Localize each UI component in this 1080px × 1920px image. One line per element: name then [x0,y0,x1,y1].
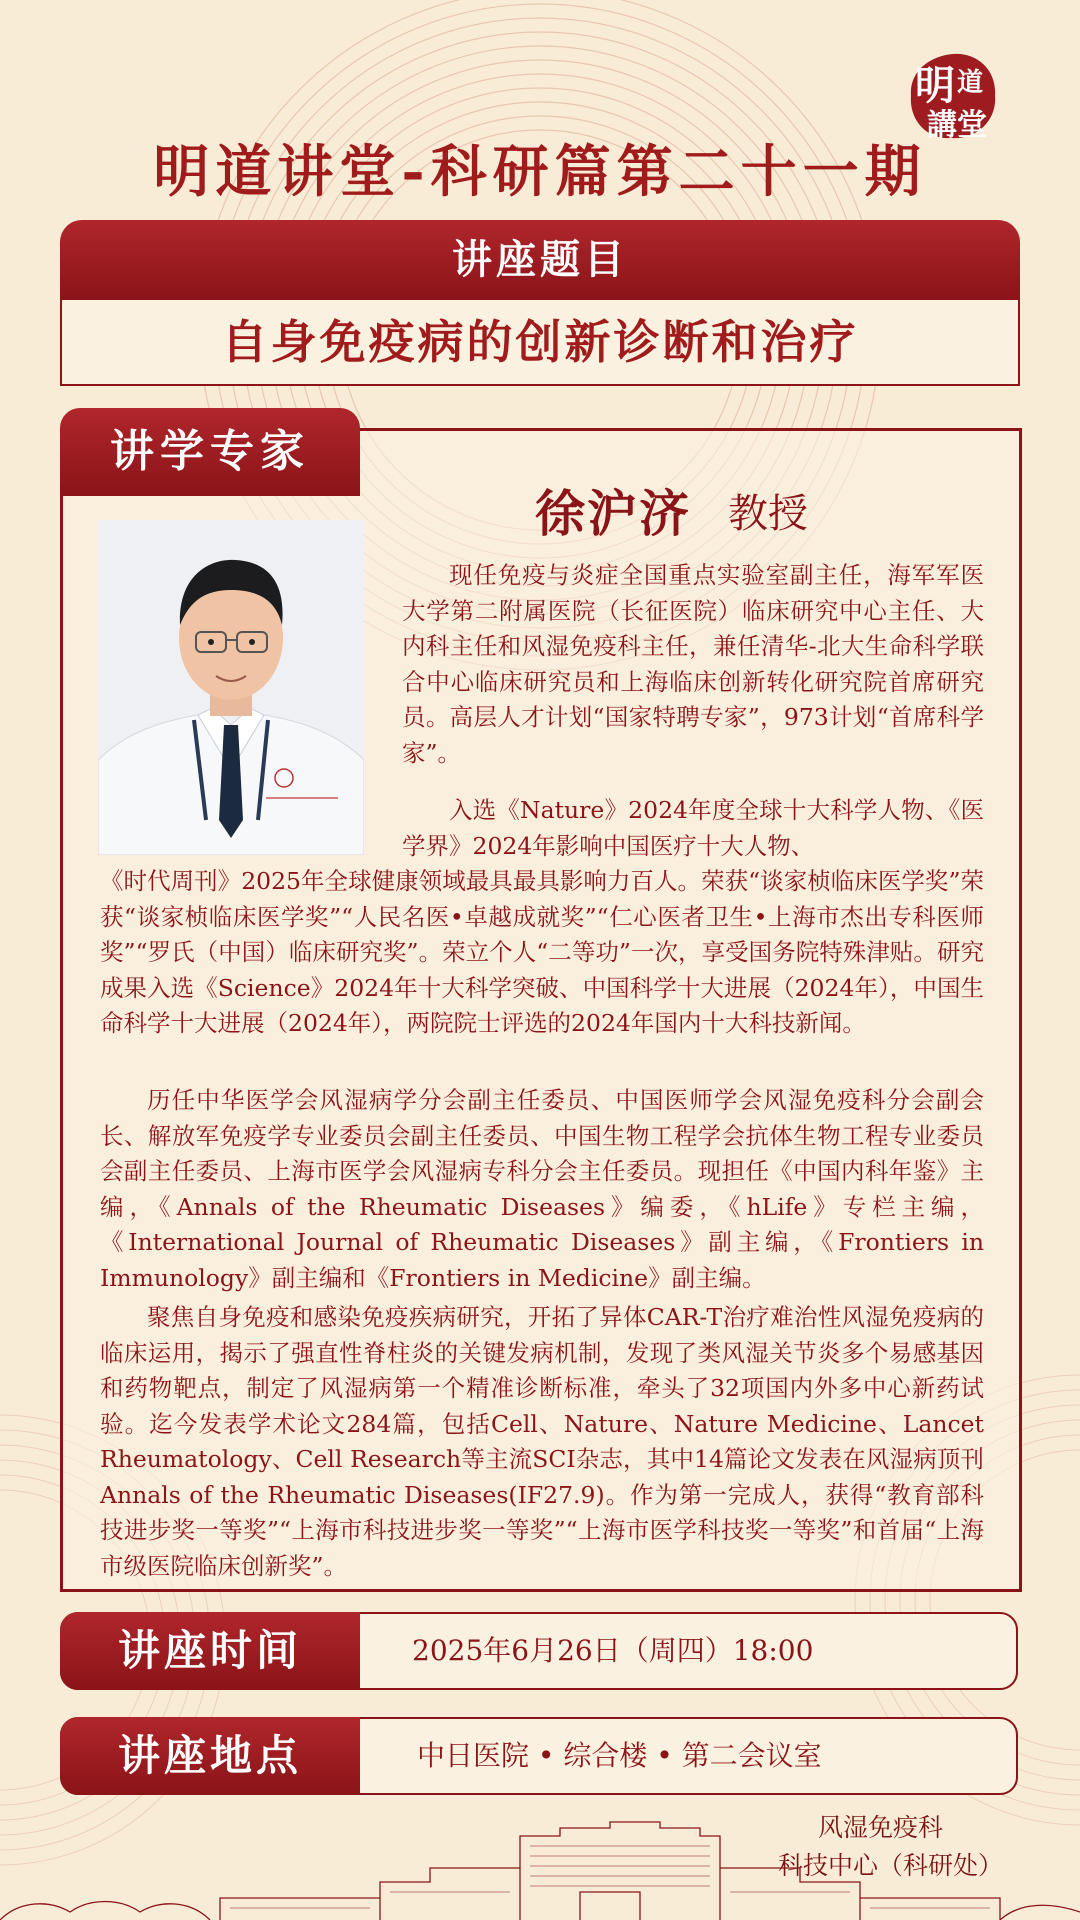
expert-bio-paragraph-3: 历任中华医学会风湿病学分会副主任委员、中国医师学会风湿免疫科分会副会长、解放军免疫学专业委员会副主任委员、中国生物工程学会抗体生物工程专业委员会副主任委员、上海市医学会风湿病专科分会主任委员。现担任《中国内科年鉴》主编，《Annals of the Rheumatic Diseases》编委，《hLife》专栏主编，《International Journal of Rheumatic Diseases》副主编，《Frontiers in Immunology》副主编和《Frontiers in Medicine》副主编。 [100,1086,984,1292]
lecture-topic-section [60,220,1020,386]
expert-bio-paragraph-4: 聚焦自身免疫和感染免疫疾病研究，开拓了异体CAR-T治疗难治性风湿免疫病的临床运用，揭示了强直性脊柱炎的关键发病机制，发现了类风湿关节炎多个易感基因和药物靶点，制定了风湿病第一个精准诊断标准，牵头了32项国内外多中心新药试验。迄今发表学术论文284篇，包括Cell、Nature、Nature Medicine、Lancet Rheumatology、Cell Research等主流SCI杂志，其中14篇论文发表在风湿病顶刊Annals of the Rheumatic Diseases(IF27.9)。作为第一完成人，获得“教育部科技进步奖一等奖”“上海市科技进步奖一等奖”“上海市医学科技奖一等奖”和首届“上海市级医院临床创新奖”。 [100,1303,984,1580]
expert-bio-paragraph-1: 现任免疫与炎症全国重点实验室副主任，海军军医大学第二附属医院（长征医院）临床研究中心主任、大内科主任和风湿免疫科主任，兼任清华-北大生命科学联合中心临床研究员和上海临床创新转化研究院首席研究员。高层人才计划“国家特聘专家”，973计划“首席科学家”。 [402,561,984,767]
expert-photo [98,520,364,855]
lecture-topic-title: 自身免疫病的创新诊断和治疗 [221,315,859,369]
lecture-place-label: 讲座地点 [60,1717,360,1795]
lecture-place-value: 中日医院 • 综合楼 • 第二会议室 [417,1739,822,1772]
lecture-time-label: 讲座时间 [60,1612,360,1690]
lecture-time-value: 2025年6月26日（周四）18:00 [412,1634,814,1667]
lecture-time-row [60,1612,1018,1690]
expert-portrait-image [98,520,364,855]
expert-name: 徐沪济 [535,484,691,543]
lecture-place-row [60,1717,1018,1795]
logo-char-dao: 道 [957,68,984,98]
page-title: 明道讲堂-科研篇第二十一期 [153,139,927,205]
expert-section-label: 讲学专家 [60,408,360,496]
footer-department: 风湿免疫科 [818,1813,944,1842]
logo-char-jiangtang: 講堂 [927,108,987,143]
lecture-topic-label: 讲座题目 [60,220,1020,300]
logo-char-ming: 明 [915,62,955,109]
expert-bio-paragraph-2-rest: 《时代周刊》2025年全球健康领域最具最具影响力百人。荣获“谈家桢临床医学奖”荣获“谈家桢临床医学奖”“人民名医•卓越成就奖”“仁心医者卫生•上海市杰出专科医师奖”“罗氏（中国）临床研究奖”。荣立个人“二等功”一次，享受国务院特殊津贴。研究成果入选《Science》2024年十大科学突破、中国科学十大进展（2024年），中国生命科学十大进展（2024年），两院院士评选的2024年国内十大科技新闻。 [100,867,984,1037]
lecture-topic-body [60,300,1020,386]
expert-bio-paragraph-2-start: 入选《Nature》2024年度全球十大科学人物、《医学界》2024年影响中国医疗十大人物、 [402,796,984,860]
expert-title: 教授 [728,491,808,537]
footer-research-center: 科技中心（科研处） [778,1851,1004,1880]
